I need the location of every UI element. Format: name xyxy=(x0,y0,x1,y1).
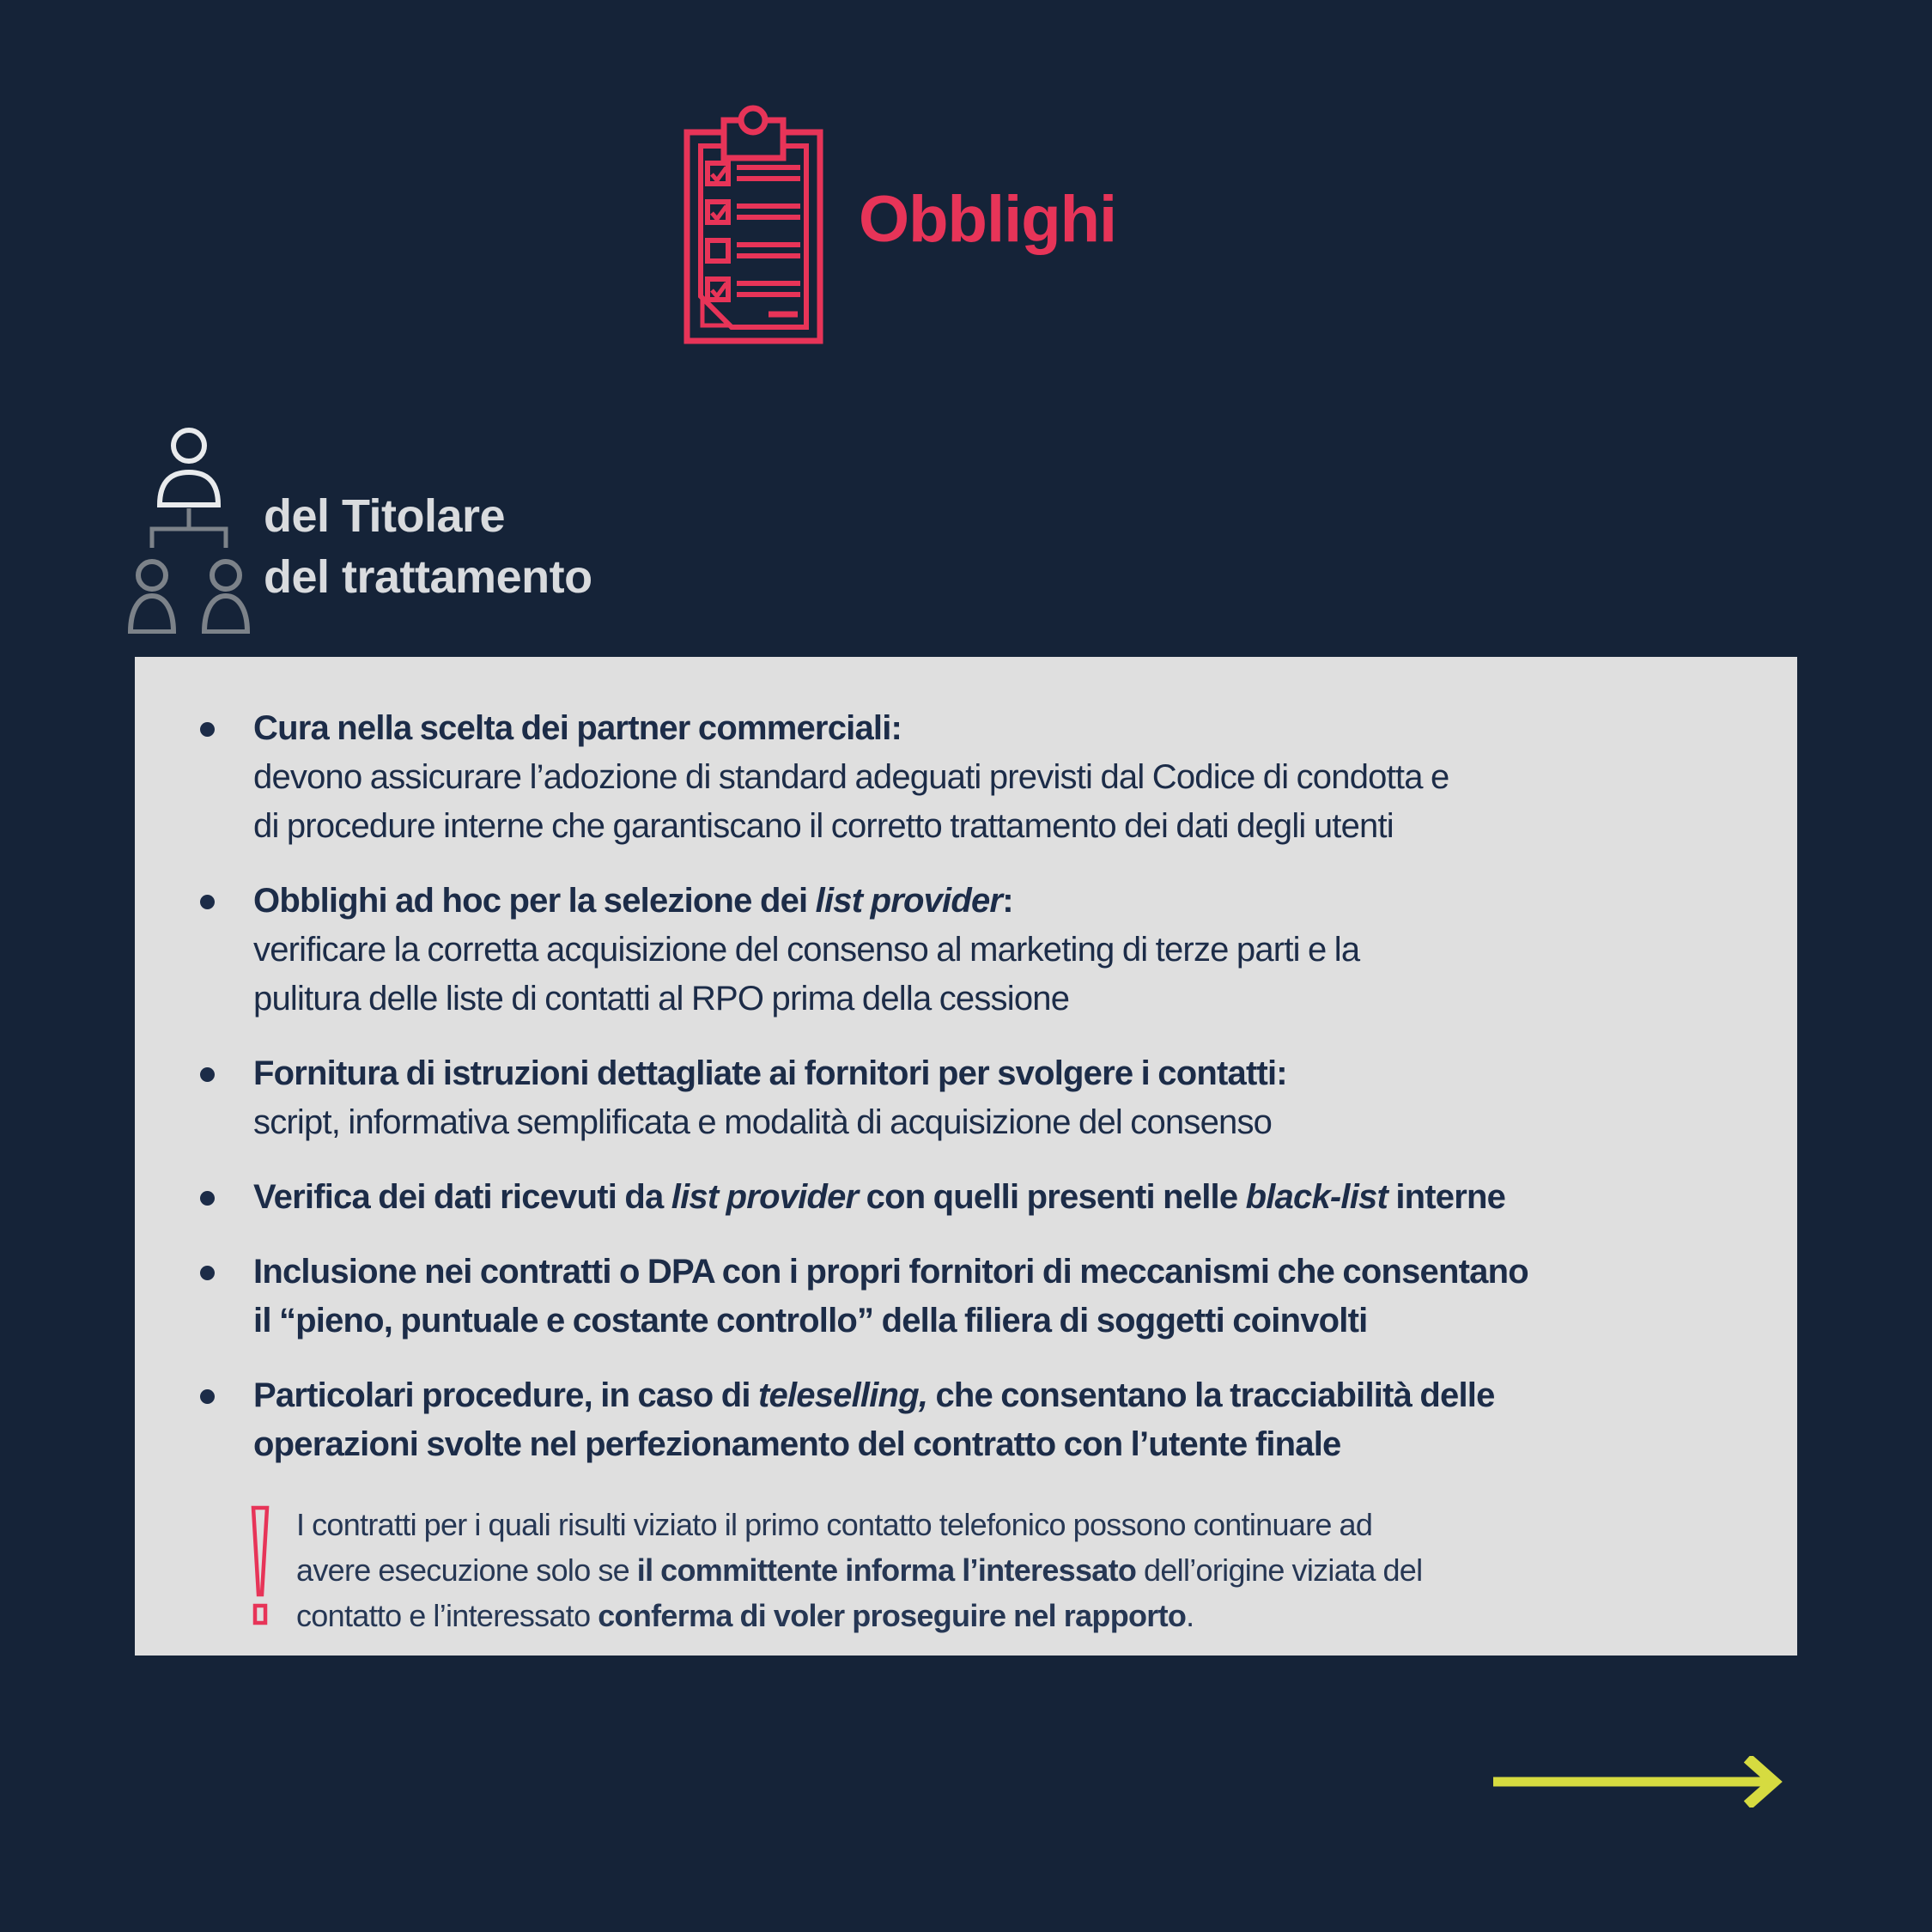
exclamation-icon xyxy=(251,1505,270,1627)
bullet-item: Verifica dei dati ricevuti da list provider con quelli presenti nelle black-list interne xyxy=(135,1173,1763,1222)
subject-line-2: del trattamento xyxy=(264,551,592,603)
bullet-dot-icon xyxy=(200,1067,215,1082)
subject-label xyxy=(264,486,592,608)
bullet-item: Particolari procedure, in caso di teleselling, che consentano la tracciabilità delle operazioni svolte nel perfezionamento del contratto con l’utente finale xyxy=(135,1371,1763,1469)
org-chart-icon xyxy=(127,428,252,634)
arrow-right-icon[interactable] xyxy=(1492,1756,1797,1807)
warning-note-text: I contratti per i quali risulti viziato il primo contatto telefonico possono continuare ad avere esecuzione solo se il committente informa l’interessato dell’origine viziata del contatto e l’interessato conferma di voler proseguire nel rapporto. xyxy=(296,1507,1423,1633)
content-panel xyxy=(135,657,1797,1656)
bullet-dot-icon xyxy=(200,722,215,737)
bullet-item: Inclusione nei contratti o DPA con i propri fornitori di meccanismi che consentano il “pieno, puntuale e costante controllo” della filiera di soggetti coinvolti xyxy=(135,1248,1763,1346)
bullet-dot-icon xyxy=(200,1266,215,1280)
subject-line-1: del Titolare xyxy=(264,490,506,542)
warning-note xyxy=(135,1502,1763,1638)
bullet-item: Cura nella scelta dei partner commerciali: devono assicurare l’adozione di standard adeguati previsti dal Codice di condotta e di procedure interne che garantiscano il corretto trattamento dei dati degli utenti xyxy=(135,704,1763,851)
bullet-item: Fornitura di istruzioni dettagliate ai fornitori per svolgere i contatti: script, informativa semplificata e modalità di acquisizione del consenso xyxy=(135,1049,1763,1147)
page-title: Obblighi xyxy=(859,183,1117,256)
bullet-dot-icon xyxy=(200,1389,215,1404)
bullet-item: Obblighi ad hoc per la selezione dei list provider: verificare la corretta acquisizione del consenso al marketing di terze parti e la pulitura delle liste di contatti al RPO prima della cessione xyxy=(135,877,1763,1024)
clipboard-checklist-icon xyxy=(683,101,824,346)
bullet-dot-icon xyxy=(200,1191,215,1206)
bullet-dot-icon xyxy=(200,895,215,909)
bullet-list xyxy=(135,704,1763,1469)
